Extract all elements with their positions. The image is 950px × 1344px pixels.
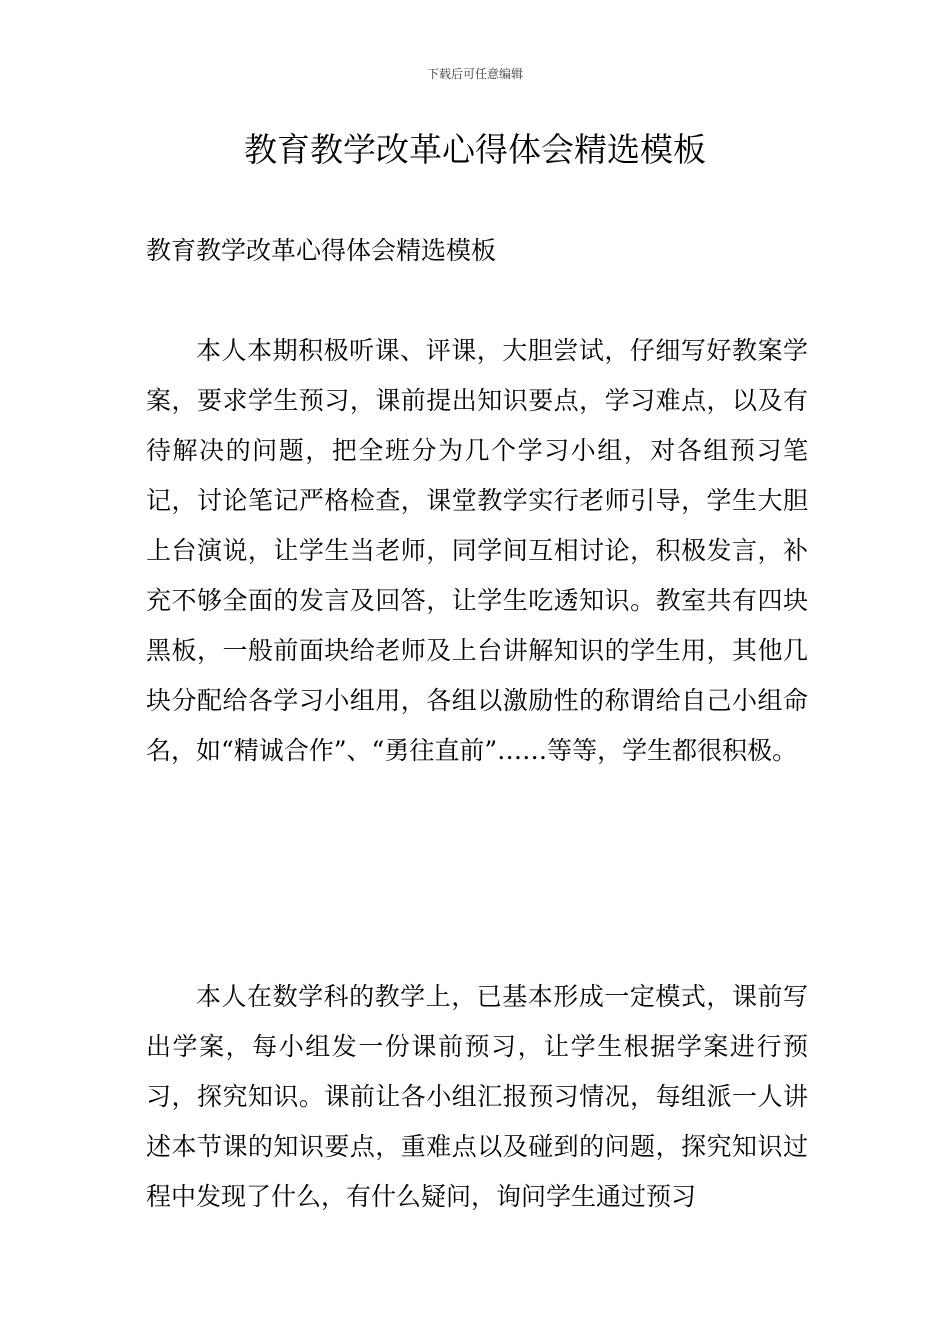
document-subtitle: 教育教学改革心得体会精选模板 — [146, 236, 497, 265]
document-title: 教育教学改革心得体会精选模板 — [244, 130, 706, 169]
paragraph-1: 本人本期积极听课、评课，大胆尝试，仔细写好教案学案，要求学生预习，课前提出知识要点，学习难点，以及有待解决的问题，把全班分为几个学习小组，对各组预习笔记，讨论笔记严格检查，课堂教学实行老师引导，学生大胆上台演说，让学生当老师，同学间互相讨论，积极发言，补充不够全面的发言及回答，让学生吃透知识。教室共有四块黑板，一般前面块给老师及上台讲解知识的学生用，其他几块分配给各学习小组用，各组以激励性的称谓给自己小组命名，如“精诚合作”、“勇往直前”……等等，学生都很积极。 — [146, 336, 808, 765]
paragraph-2: 本人在数学科的教学上，已基本形成一定模式，课前写出学案，每小组发一份课前预习，让学生根据学案进行预习，探究知识。课前让各小组汇报预习情况，每组派一人讲述本节课的知识要点，重难点以及碰到的问题，探究知识过程中发现了什么，有什么疑问，询问学生通过预习 — [146, 982, 808, 1211]
header-note: 下载后可任意编辑 — [426, 67, 523, 81]
